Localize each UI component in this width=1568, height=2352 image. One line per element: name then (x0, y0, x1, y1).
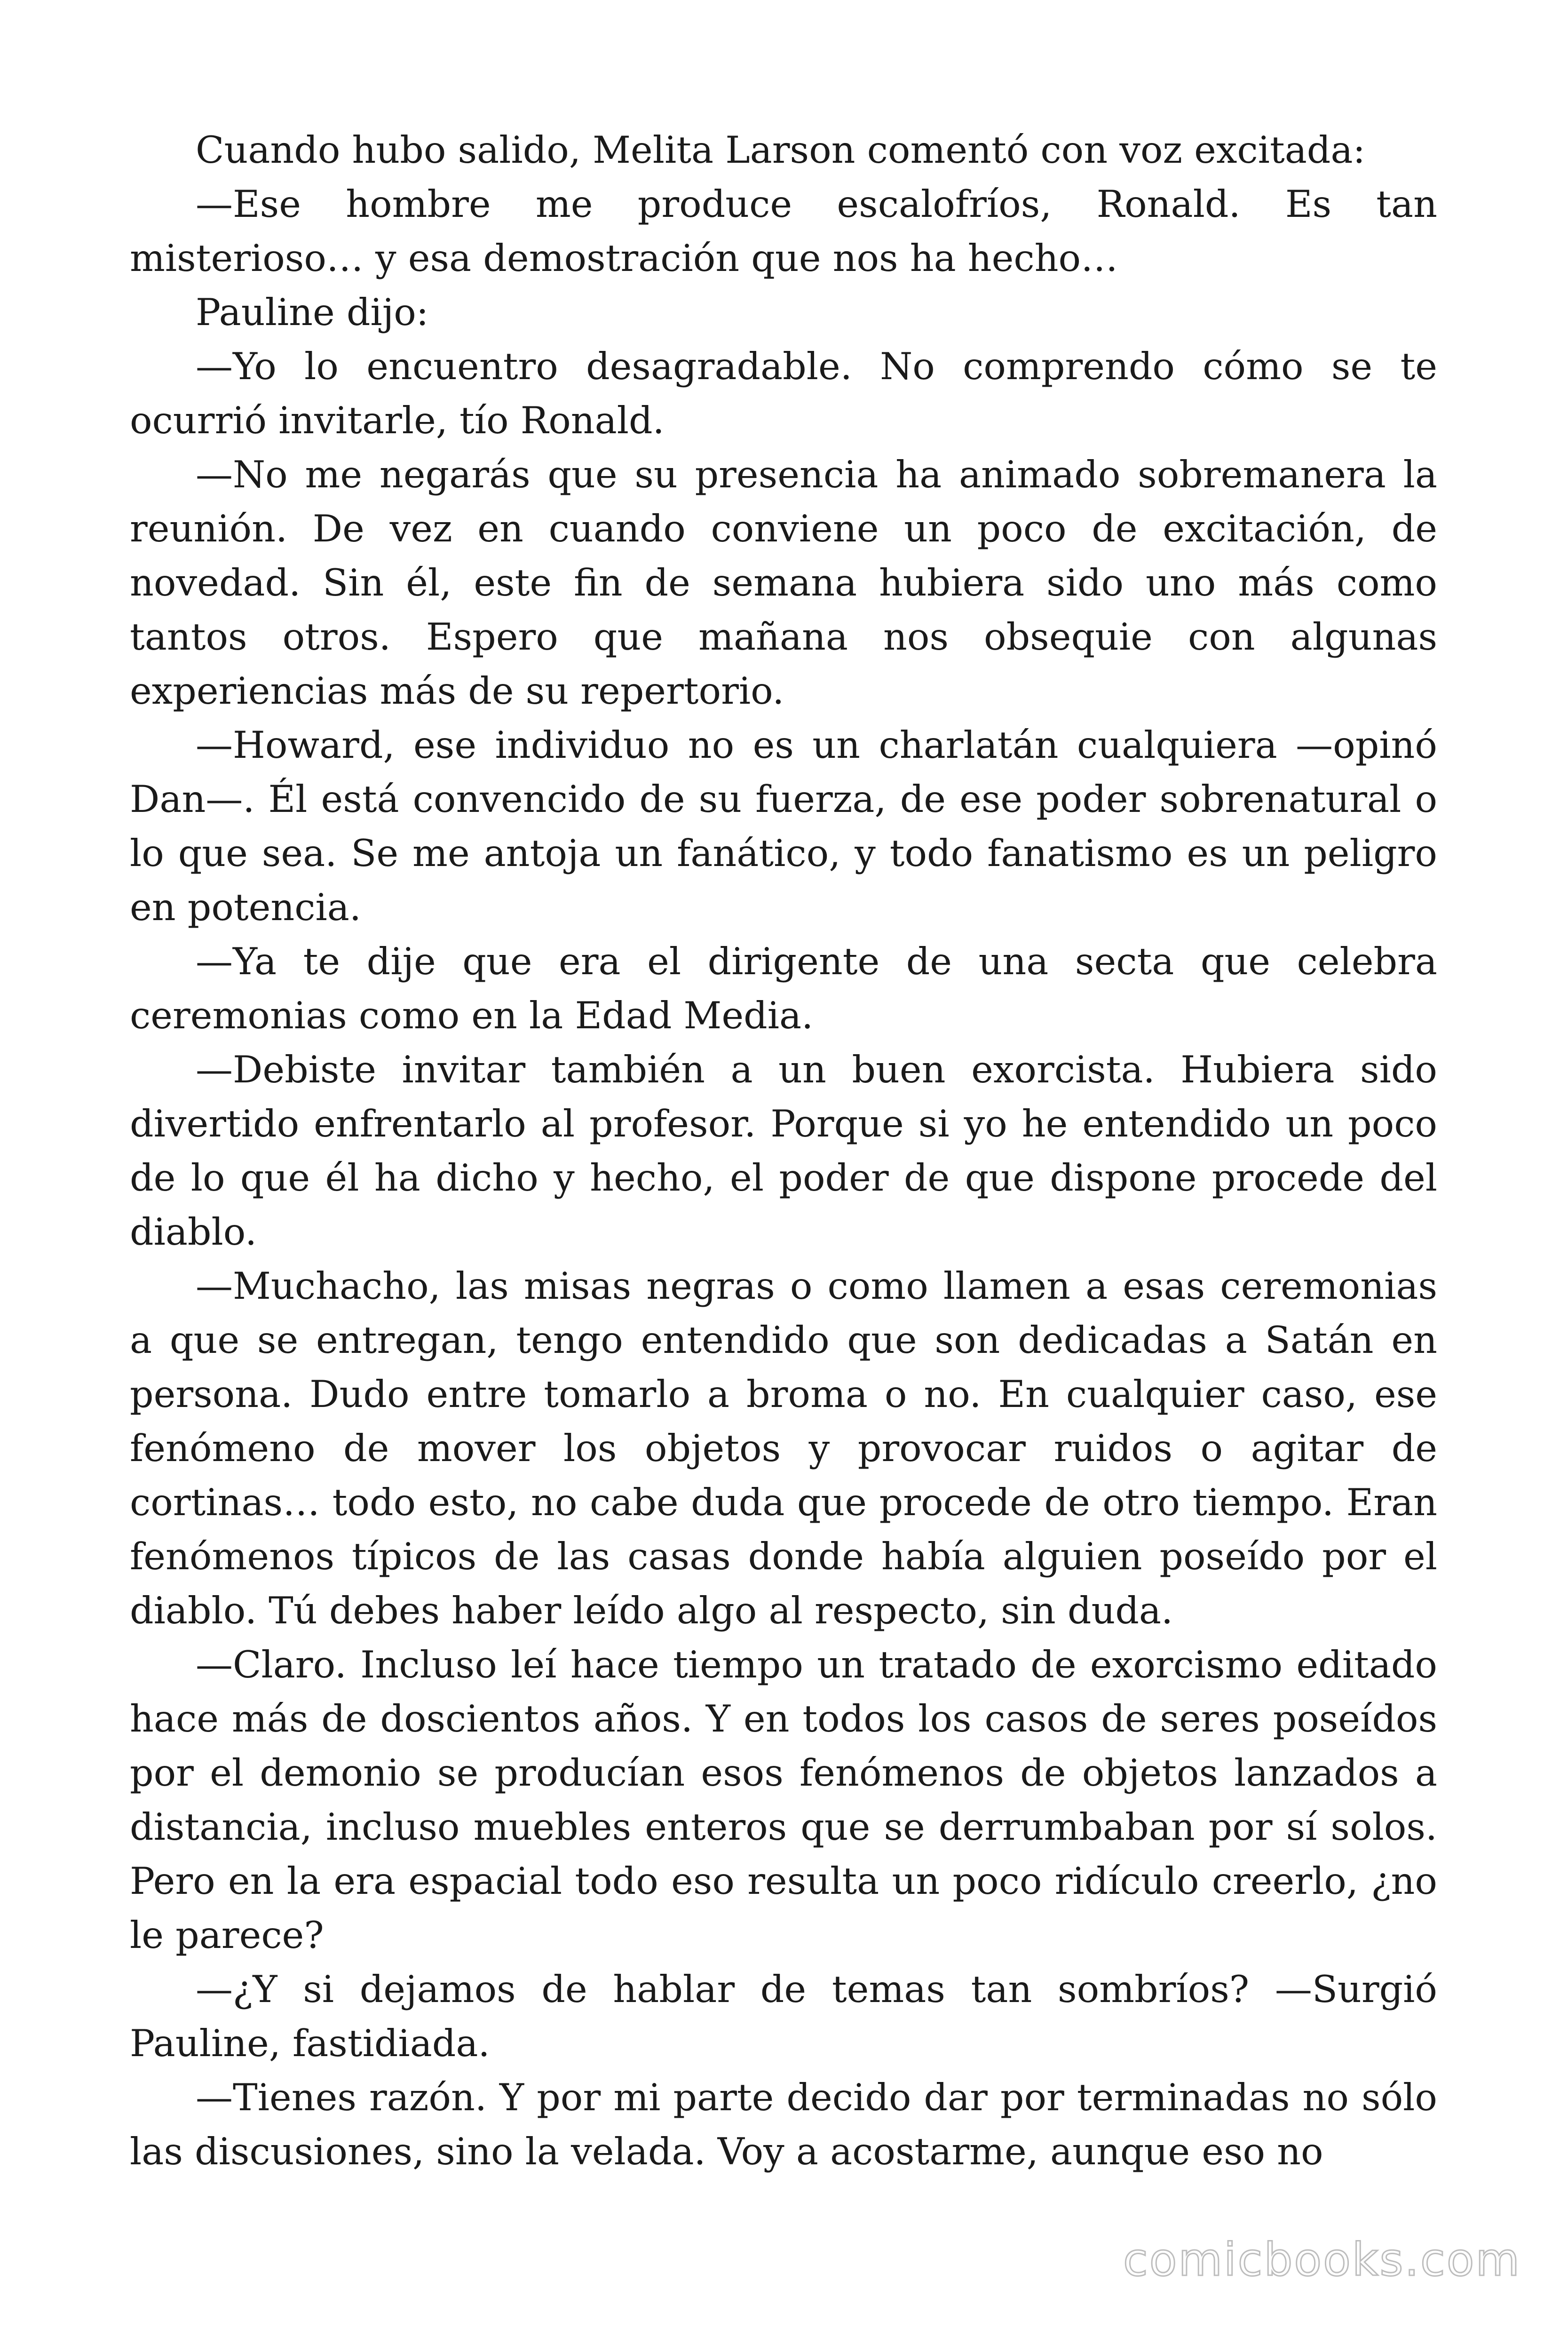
paragraph: —Tienes razón. Y por mi parte decido dar por terminadas no sólo las discusiones, sino la velada. Voy a acostarme, aunque eso no (130, 2076, 1437, 2173)
paragraph: —No me negarás que su presencia ha animado sobremanera la reunión. De vez en cuando conviene un poco de excitación, de novedad. Sin él, este fin de semana hubiera sido uno más como tantos otros. Espero que mañana nos obsequie con algunas experiencias más de su repertorio. (130, 453, 1437, 713)
paragraph: Pauline dijo: (196, 291, 429, 334)
watermark: comicbooks.com (1123, 2233, 1521, 2286)
paragraph: —Ya te dije que era el dirigente de una secta que celebra ceremonias como en la Edad Media. (130, 940, 1437, 1037)
paragraph: —¿Y si dejamos de hablar de temas tan sombríos? —Surgió Pauline, fastidiada. (130, 1968, 1437, 2065)
paragraph: —Howard, ese individuo no es un charlatán cualquiera —opinó Dan—. Él está convencido de su fuerza, de ese poder sobrenatural o lo que sea. Se me antoja un fanático, y todo fanatismo es un peligro en potencia. (130, 723, 1437, 929)
page-body-text (130, 123, 1437, 2179)
paragraph: —Claro. Incluso leí hace tiempo un tratado de exorcismo editado hace más de doscientos años. Y en todos los casos de seres poseídos por el demonio se producían esos fenómenos de objetos lanzados a distancia, incluso muebles enteros que se derrumbaban por sí solos. Pero en la era espacial todo eso resulta un poco ridículo creerlo, ¿no le parece? (130, 1643, 1437, 1957)
paragraph: Cuando hubo salido, Melita Larson comentó con voz excitada: (196, 128, 1366, 172)
paragraph: —Ese hombre me produce escalofríos, Ronald. Es tan misterioso… y esa demostración que nos ha hecho… (130, 183, 1437, 280)
paragraph: —Yo lo encuentro desagradable. No comprendo cómo se te ocurrió invitarle, tío Ronald. (130, 345, 1437, 442)
paragraph: —Debiste invitar también a un buen exorcista. Hubiera sido divertido enfrentarlo al profesor. Porque si yo he entendido un poco de lo que él ha dicho y hecho, el poder de que dispone procede del diablo. (130, 1048, 1437, 1254)
paragraph: —Muchacho, las misas negras o como llamen a esas ceremonias a que se entregan, tengo entendido que son dedicadas a Satán en persona. Dudo entre tomarlo a broma o no. En cualquier caso, ese fenómeno de mover los objetos y provocar ruidos o agitar de cortinas… todo esto, no cabe duda que procede de otro tiempo. Eran fenómenos típicos de las casas donde había alguien poseído por el diablo. Tú debes haber leído algo al respecto, sin duda. (130, 1264, 1437, 1632)
